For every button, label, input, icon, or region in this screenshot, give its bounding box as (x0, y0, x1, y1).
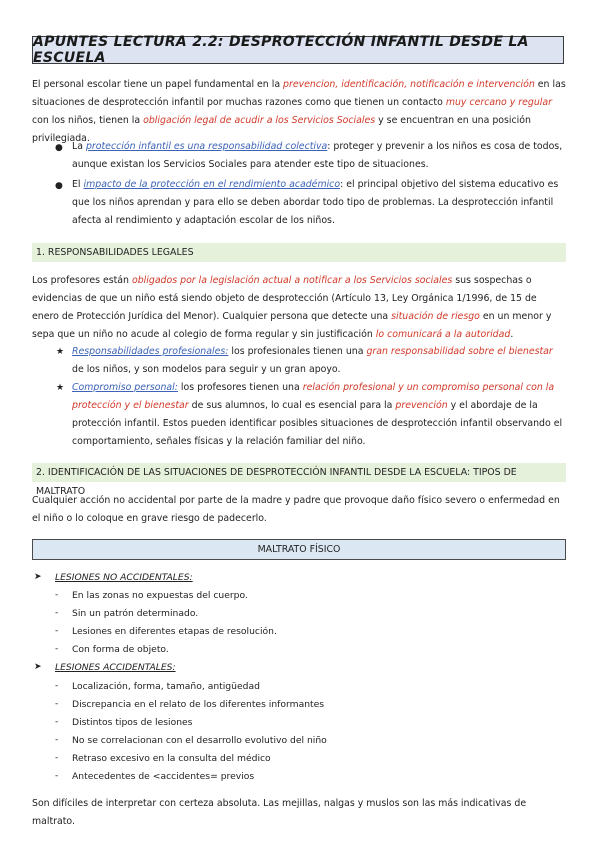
maltrato-fisico-box: MALTRATO FÍSICO (32, 539, 566, 560)
dash-icon: - (55, 681, 59, 691)
section-heading-legal: 1. RESPONSABILIDADES LEGALES (32, 243, 566, 262)
dash-icon: - (55, 717, 59, 727)
star-link[interactable]: Compromiso personal: (72, 382, 178, 393)
closing-paragraph: Son difíciles de interpretar con certeza absoluta. Las mejillas, nalgas y muslos son las más indicativas de maltrato. (32, 798, 527, 827)
arrow-bullet-icon: ➤ (34, 572, 42, 582)
star-bullet-icon: ★ (56, 383, 65, 393)
dash-icon: - (55, 608, 59, 618)
intro-highlight: prevencion, identificación, notificación e intervención (283, 79, 535, 90)
list-item: Sin un patrón determinado. (72, 608, 199, 619)
list-item: Localización, forma, tamaño, antigüedad (72, 681, 260, 692)
bullet-link[interactable]: impacto de la protección en el rendimiento académico (83, 179, 341, 190)
section-heading-identificacion: 2. IDENTIFICACIÓN DE LAS SITUACIONES DE DESPROTECCIÓN INFANTIL DESDE LA ESCUELA: TIPOS DE MALTRATO (32, 463, 566, 482)
maltrato-intro: Cualquier acción no accidental por parte de la madre y padre que provoque daño físico severo o enfermedad en el niño o lo coloque en grave riesgo de padecerlo. (32, 495, 560, 524)
intro-highlight: muy cercano y regular (445, 97, 553, 108)
intro-text: El personal escolar tiene un papel fundamental en la (32, 79, 284, 90)
intro-highlight: obligación legal de acudir a los Servicios Sociales (143, 115, 376, 126)
dash-icon: - (55, 590, 59, 600)
group-heading[interactable]: LESIONES ACCIDENTALES: (55, 662, 176, 673)
list-item: No se correlacionan con el desarrollo evolutivo del niño (72, 735, 327, 746)
arrow-bullet-icon: ➤ (34, 662, 42, 672)
bullet-item: El impacto de la protección en el rendimiento académico: el principal objetivo del sistema educativo es que los niños aprendan y para ello se deben abordar todo tipo de problemas. La desprotección infantil afecta al rendimiento y adaptación escolar de los niños. (72, 179, 559, 226)
list-item: En las zonas no expuestas del cuerpo. (72, 590, 248, 601)
dash-icon: - (55, 771, 59, 781)
star-item: Responsabilidades profesionales: los profesionales tienen una gran responsabilidad sobre el bienestar de los niños, y son modelos para seguir y un gran apoyo. (72, 346, 553, 375)
list-item: Con forma de objeto. (72, 644, 169, 655)
dash-icon: - (55, 626, 59, 636)
page-title: APUNTES LECTURA 2.2: DESPROTECCIÓN INFANTIL DESDE LA ESCUELA (33, 34, 529, 66)
bullet-item: La protección infantil es una responsabilidad colectiva: proteger y prevenir a los niños es cosa de todos, aunque existan los Servicios Sociales para atender este tipo de situaciones. (72, 141, 563, 170)
intro-text: y se encuentran en una posición privilegiada. (32, 115, 531, 144)
group-heading[interactable]: LESIONES NO ACCIDENTALES: (55, 572, 193, 583)
star-bullet-icon: ★ (56, 347, 65, 357)
dash-icon: - (55, 699, 59, 709)
star-link[interactable]: Responsabilidades profesionales: (72, 346, 229, 357)
intro-text: en las situaciones de desprotección infantil por muchas razones como que tienen un contacto (32, 79, 566, 108)
list-item: Retraso excesivo en la consulta del médico (72, 753, 271, 764)
bullet-dot-icon: ● (55, 181, 63, 191)
list-item: Antecedentes de <accidentes= previos (72, 771, 255, 782)
dash-icon: - (55, 735, 59, 745)
dash-icon: - (55, 753, 59, 763)
legal-paragraph: Los profesores están obligados por la legislación actual a notificar a los Servicios sociales sus sospechas o evidencias de que un niño está siendo objeto de desprotección (Artículo 13, Ley Orgánica 1/1996, de 15 de enero de Protección Jurídica del Menor). Cualquier persona que detecte una situación de riesgo en un menor y sepa que un niño no acude al colegio de forma regular y sin justificación lo comunicará a la autoridad. (32, 275, 552, 340)
bullet-dot-icon: ● (55, 143, 63, 153)
star-item: Compromiso personal: los profesores tienen una relación profesional y un compromiso personal con la protección y el bienestar de sus alumnos, lo cual es esencial para la prevención y el abordaje de la protección infantil. Estos pueden identificar posibles situaciones de desprotección infantil observando el comportamiento, señales físicas y la relación familiar del niño. (72, 382, 563, 447)
intro-text: con los niños, tienen la (32, 115, 144, 126)
list-item: Discrepancia en el relato de los diferentes informantes (72, 699, 325, 710)
bullet-link[interactable]: protección infantil es una responsabilidad colectiva (85, 141, 328, 152)
list-item: Distintos tipos de lesiones (72, 717, 193, 728)
list-item: Lesiones en diferentes etapas de resolución. (72, 626, 277, 637)
title-box (32, 36, 564, 64)
dash-icon: - (55, 644, 59, 654)
